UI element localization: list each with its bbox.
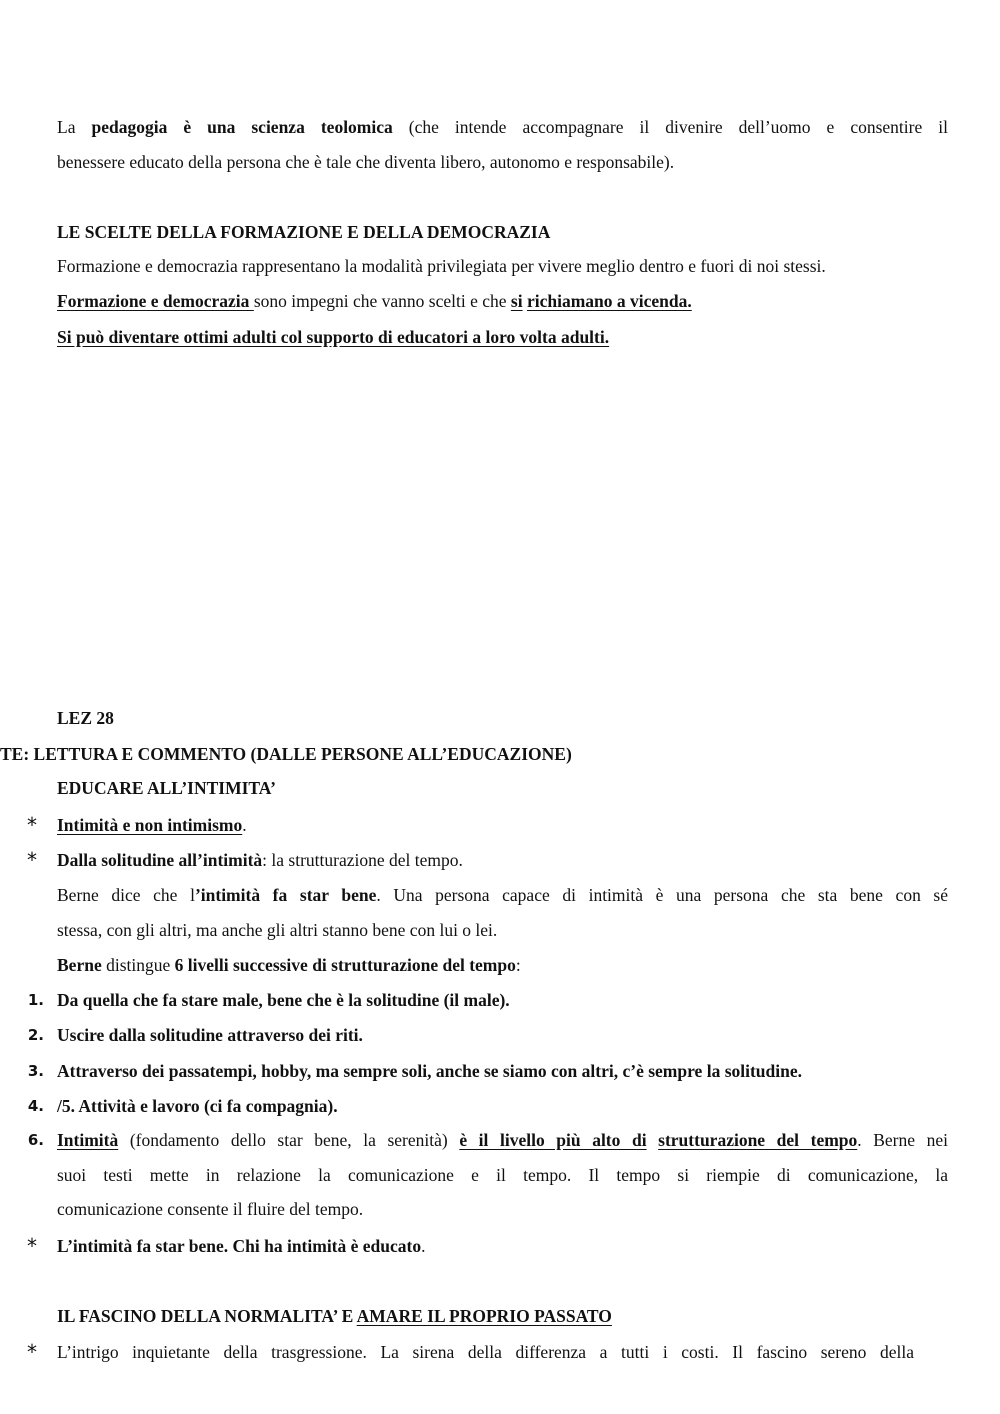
bullet-marker: * [27,848,37,872]
paragraph-line: stessa, con gli altri, ma anche gli altri stanno bene con lui o lei. [57,920,498,940]
text-run: (che intende accompagnare il divenire dell’uomo e consentire il [392,117,948,137]
text-run: distingue [101,955,175,975]
list-number: 4. [27,1097,44,1115]
section-heading: LE SCELTE DELLA FORMAZIONE E DELLA DEMOCRAZIA [57,222,551,242]
bullet-item: L’intrigo inquietante della trasgressione. La sirena della differenza a tutti i costi. Il fascino sereno della [57,1342,914,1362]
bold-term: 6 livelli successive di strutturazione del tempo [174,955,516,975]
bullet-marker: * [27,813,37,837]
bullet-marker: * [27,1234,37,1258]
list-item-continuation: suoi testi mette in relazione la comunicazione e il tempo. Il tempo si riempie di comunicazione, la [57,1165,948,1185]
text-run: sono impegni che vanno scelti e che [253,291,511,311]
text-run: : [515,955,521,975]
paragraph-line [57,954,948,976]
bullet-marker: * [27,1340,37,1364]
section-heading [57,1305,948,1327]
underlined-term: è il livello più alto di [459,1130,647,1150]
underlined-term: strutturazione del tempo [658,1130,858,1150]
bold-term: Berne [57,955,102,975]
underlined-term: Intimità [57,1130,119,1150]
list-item: /5. Attività e lavoro (ci fa compagnia). [57,1096,338,1116]
list-number: 3. [27,1062,44,1080]
bullet-item [57,814,948,836]
bullet-item [57,1235,948,1257]
bullet-item [57,849,948,871]
bold-term: L’intimità fa star bene. Chi ha intimità è educato [57,1236,422,1256]
paragraph: Formazione e democrazia rappresentano la modalità privilegiata per vivere meglio dentro e fuori di noi stessi. [57,256,826,276]
bold-term: Dalla solitudine all’intimità [57,850,263,870]
heading-text: IL FASCINO DELLA NORMALITA’ E [57,1306,357,1326]
text-run: . Berne nei [857,1130,948,1150]
list-item: Da quella che fa stare male, bene che è la solitudine (il male). [57,990,510,1010]
list-item [57,1129,948,1151]
text-run: : la strutturazione del tempo. [262,850,463,870]
intro-line-1 [57,116,948,138]
underlined-term: richiamano a vicenda. [526,291,692,311]
text-run: Berne dice che l [57,885,195,905]
underlined-term: Intimità e non intimismo [57,815,243,835]
section-heading: EDUCARE ALL’INTIMITA’ [57,778,276,798]
underlined-term: Formazione e democrazia [57,291,254,311]
list-number: 1. [27,991,44,1009]
list-item: Uscire dalla solitudine attraverso dei riti. [57,1025,363,1045]
text-run [647,1130,659,1150]
underlined-heading-text: AMARE IL PROPRIO PASSATO [356,1306,612,1326]
text-run: (fondamento dello star bene, la serenità) [118,1130,460,1150]
list-item-continuation: comunicazione consente il fluire del tempo. [57,1199,364,1219]
paragraph [57,290,948,312]
paragraph: Si può diventare ottimi adulti col supporto di educatori a loro volta adulti. [57,327,610,347]
list-number: 2. [27,1026,44,1044]
intro-line-2: benessere educato della persona che è tale che diventa libero, autonomo e responsabile). [57,152,675,172]
lesson-subtitle: TE: LETTURA E COMMENTO (DALLE PERSONE ALL’EDUCAZIONE) [0,744,572,764]
text-run: La [57,117,92,137]
paragraph-line [57,884,948,906]
list-item: Attraverso dei passatempi, hobby, ma sempre soli, anche se siamo con altri, c’è sempre la solitudine. [57,1061,803,1081]
bold-term: ’intimità fa star bene [194,885,377,905]
list-number: 6. [27,1131,44,1149]
text-run: . Una persona capace di intimità è una persona che sta bene con sé [376,885,949,905]
underlined-term: si [510,291,523,311]
text-run: . [242,815,247,835]
bold-term: pedagogia è una scienza teolomica [91,117,393,137]
text-run: . [421,1236,426,1256]
lesson-title: LEZ 28 [57,708,114,728]
